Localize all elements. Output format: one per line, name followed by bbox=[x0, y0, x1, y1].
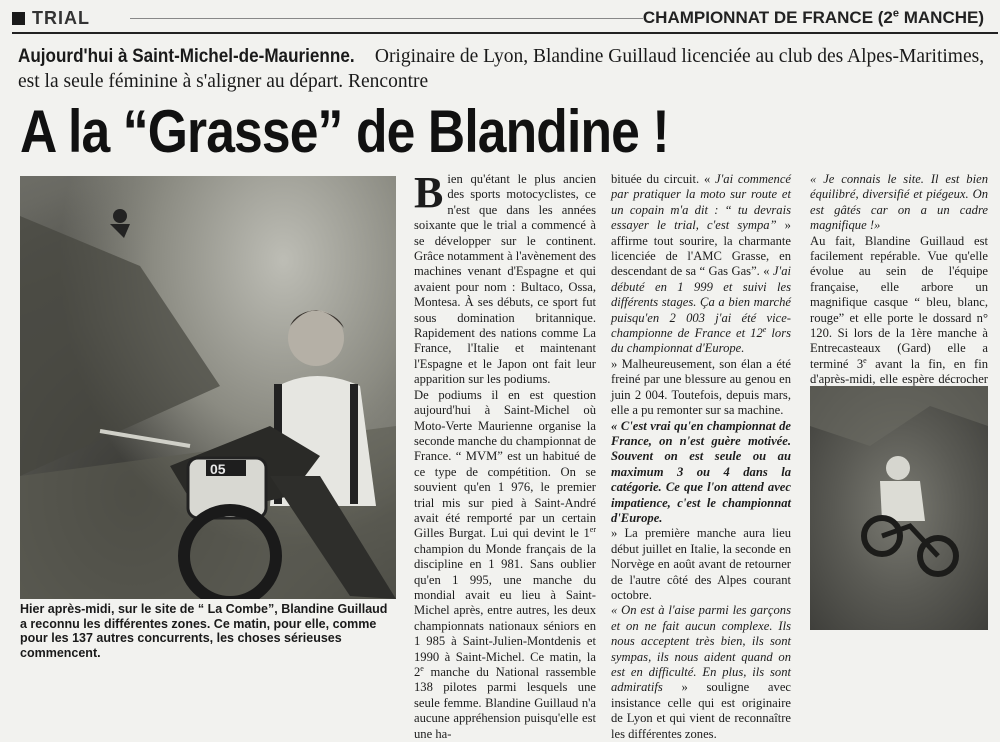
rubric-rule bbox=[130, 18, 643, 19]
quote-italic: « Je connais le site. Il est bien équilibré, diversifié et piégeux. On est gâtés car on a un cadre magnifique !» bbox=[810, 172, 988, 233]
rider-portrait-photo bbox=[20, 176, 396, 599]
paragraph: » La première manche aura lieu début juillet en Italie, la seconde en Norvège en août avant de retourner de l'autre côté des Alpes courant octobre. bbox=[611, 526, 791, 602]
paragraph-text: » affirme tout sourire, la charmante licenciée de l'AMC Grasse, en descendant de sa “ Gas Gas”. « bbox=[611, 218, 791, 279]
lede-text: Originaire de Lyon, Blandine Guillaud licenciée au club des Alpes-Maritimes, est la seule féminine à s'aligner au départ. Rencontre bbox=[18, 46, 985, 92]
paragraph bbox=[611, 603, 791, 742]
paragraph-text: avant la fin, en fin d'après-midi, elle espère décrocher bbox=[810, 356, 988, 387]
paragraph-text: bituée du circuit. « bbox=[611, 172, 716, 186]
rubric-title: TRIAL bbox=[32, 8, 90, 28]
lede-bold: Aujourd'hui à Saint-Michel-de-Maurienne. bbox=[18, 46, 355, 67]
superscript: e bbox=[863, 355, 867, 365]
rider-action-photo bbox=[810, 386, 988, 630]
lede bbox=[18, 44, 993, 94]
paragraph-text: champion du Monde français de la discipline en 1 981. Sans oublier qu'en 1 995, une manche du mondial avait eu lieu à Saint-Michel après, entre autres, les deux championnats nationaux séniors en 1 985 à Saint-Julien-Montdenis et 1990 à Saint-Michel. Ce matin, la 2 bbox=[414, 541, 596, 679]
rubric-event bbox=[643, 8, 984, 28]
rubric-event-sup: e bbox=[892, 7, 899, 20]
paragraph bbox=[414, 168, 597, 388]
paragraph-text: De podiums il en est question aujourd'hui à Saint-Michel où Moto-Verte Maurienne organise la seconde manche du championnat de France. “ MVM” est un habitué de ce type de compétition. On se souvient qu'en 1 976, le premier trial mis sur pied à Saint-André avait été remporté par un certain Gilles Burgat. Lui qui devint le 1 bbox=[414, 387, 596, 541]
photo-caption: Hier après-midi, sur le site de “ La Combe”, Blandine Guillaud a reconnu les différentes zones. Ce matin, pour elle, comme pour les 137 autres concurrents, les choses sérieuses commencent. bbox=[20, 602, 388, 660]
quote-bold-italic: « C'est vrai qu'en championnat de France, on n'est guère motivée. Souvent on est seule ou au maximum 3 ou 4 dans la catégorie. Ce que l'on attend avec impatience, c'est le championnat d'Europe. bbox=[611, 418, 791, 525]
drop-cap: B bbox=[414, 168, 444, 217]
superscript: er bbox=[589, 525, 596, 535]
paragraph-text: manche du National rassemble 138 pilotes parmi lesquels une seule femme. Blandine Guillaud n'a aucune appréhension puisqu'elle est une ha- bbox=[414, 665, 596, 741]
bib-number: 05 bbox=[210, 461, 226, 477]
paragraph bbox=[414, 388, 596, 742]
section-rubric bbox=[12, 8, 998, 34]
rubric-square-icon bbox=[12, 12, 25, 25]
quote-italic: J'ai débuté en 1 999 et suivi les différents stages. Ça a bien marché puisqu'en 2 003 j'ai été vice-championne de France et 12 bbox=[611, 264, 791, 341]
quote-italic: J'ai commencé par pratiquer la moto sur route et un copain m'a dit : “ tu devrais essayer le trial, c'est sympa” bbox=[611, 172, 791, 233]
quote-italic: « On est à l'aise parmi les garçons et on ne fait aucun complexe. Ils nous acceptent très bien, ils sont sympas, ils nous aident quand on est en difficulté. En plus, ils sont admiratifs bbox=[611, 603, 791, 695]
paragraph-text: » souligne avec insistance celle qui est originaire de Lyon et qui vient de reconnaître les différentes zones. bbox=[611, 680, 791, 741]
paragraph: » Malheureusement, son élan a été freiné par une blessure au genou en juin 2 004. Toutefois, depuis mars, elle a pu remonter sur sa machine. bbox=[611, 356, 791, 418]
article-column-1 bbox=[414, 168, 597, 742]
headline: A la “Grasse” de Blandine ! bbox=[20, 98, 669, 165]
rubric-event-text: CHAMPIONNAT DE FRANCE (2 bbox=[642, 8, 893, 27]
superscript: e bbox=[762, 324, 767, 334]
rider-portrait-illustration bbox=[20, 176, 396, 599]
article-column-2 bbox=[611, 172, 791, 742]
rubric-event-end: MANCHE) bbox=[899, 8, 984, 27]
paragraph-text: Au fait, Blandine Guillaud est facilement repérable. Vue qu'elle évolue au sein de l'équipe française, elle arbore un magnifique casque “ bleu, blanc, rouge” et elle porte le dossard n° 120. Si lors de la 1ère manche à Entrecasteaux (Gard) elle a terminé 3 bbox=[810, 233, 988, 371]
superscript: e bbox=[420, 663, 424, 673]
rider-action-illustration bbox=[810, 386, 988, 630]
paragraph-text: ien qu'étant le plus ancien des sports motocyclistes, ce n'est que dans les années soixante que le trial a commencé à se développer sur le continent. Grâce notamment à l'avènement des machines venant d'Espagne et qui avaient pour nom : Bultaco, Ossa, Montesa. À ses débuts, ce sport fut sous domination britannique. Rapidement des nations comme La France, l'Italie et maintenant l'Espagne et le Japon ont fait leur apparition sur les podiums. bbox=[414, 172, 597, 387]
quote-italic: lors du championnat d'Europe. bbox=[611, 326, 791, 356]
paragraph bbox=[611, 172, 791, 357]
